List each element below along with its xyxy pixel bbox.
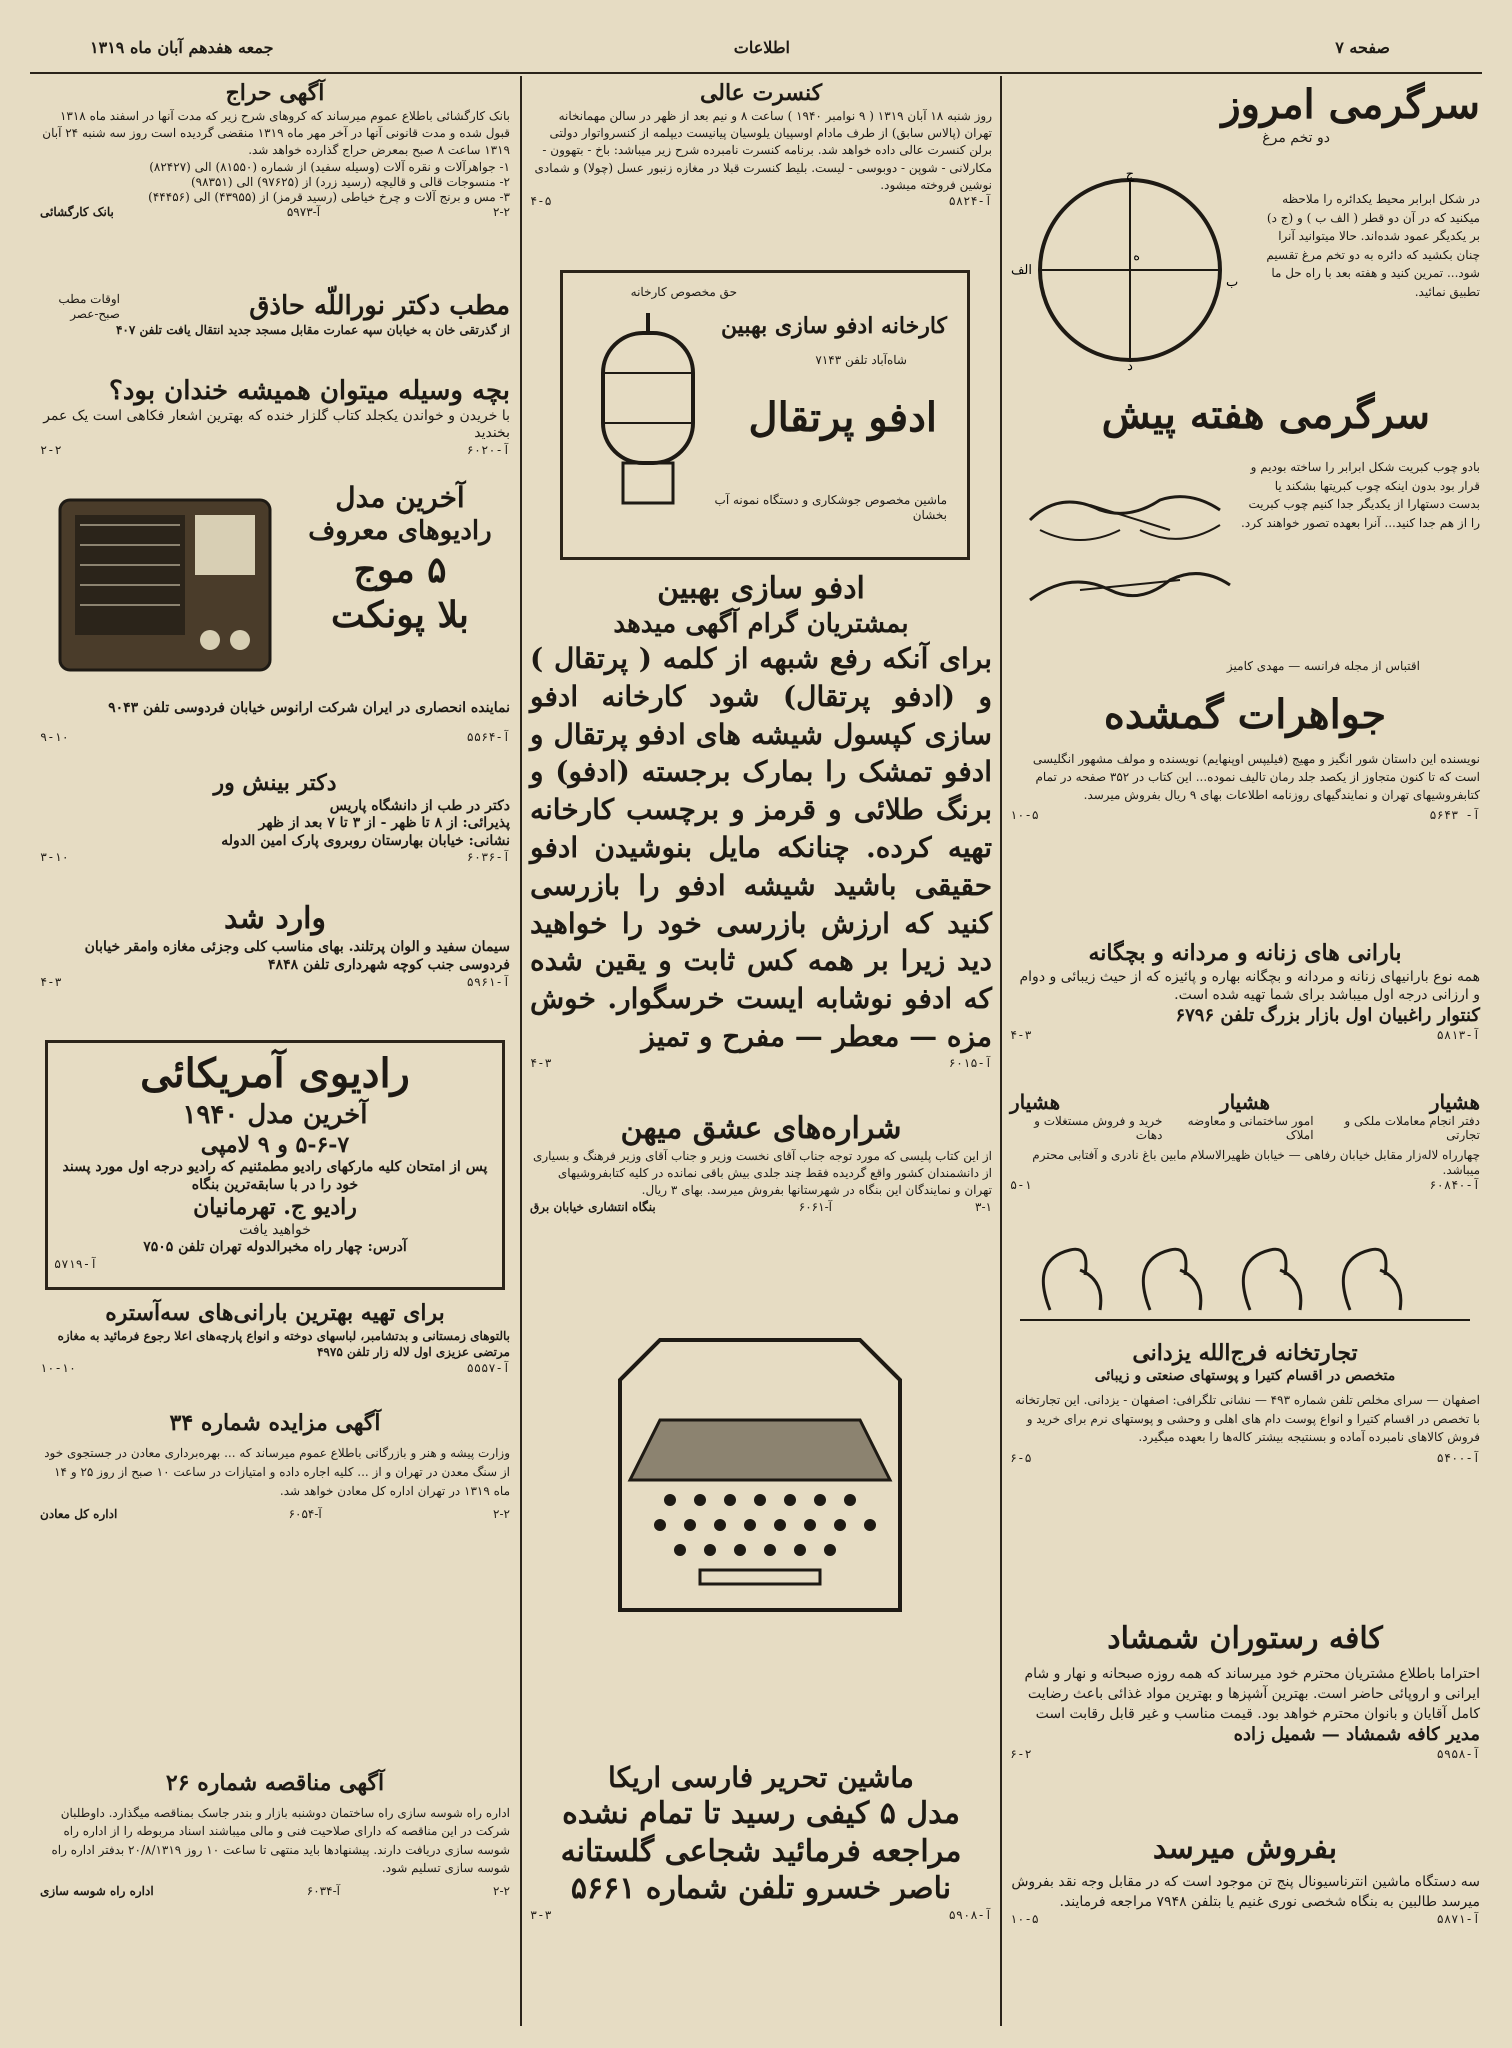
hoshyar-word-1: هشیار (1429, 1090, 1480, 1114)
concert-title: کنسرت عالی (699, 80, 823, 106)
blaupunkt-code: آ-۵۵۶۴ (466, 730, 510, 744)
hoshyar-run: ۵-۱ (1010, 1178, 1032, 1192)
blaupunkt-line-2: رادیوهای معروف (308, 516, 492, 546)
book-body: از این کتاب پلیسی که مورد توجه جناب آقای نخست وزیر و جناب آقای وزیر فرهنگ و بسیاری از دانشمندان کشور واقع گردیده فقط چند جلدی بیش باقی نمانده در کلیه کتابفروشیهای تهران و نمایندگان این بنگاه در شهرستانها بفروش میرسد. بهای ۳ ریال. (532, 1148, 992, 1198)
us-radio-dealer: رادیو ج. تهرمانیان (193, 1194, 357, 1220)
clinic-address: از گذرتقی خان به خیابان سپه عمارت مقابل مسجد جدید انتقال یافت تلفن ۴۰۷ (115, 322, 510, 337)
issue-date: جمعه هفدهم آبان ماه ۱۳۱۹ (90, 38, 274, 57)
typewriter-code: آ-۵۹۰۸ (948, 1907, 992, 1922)
hobby-last-week-title: سرگرمی هفته پیش (1101, 391, 1430, 438)
doctor-line-2: پذیرائی: از ۸ تا ظهر - از ۳ تا ۷ بعد از ظهر (258, 815, 510, 831)
cafe-signature: مدیر کافه شمشاد — شمیل زاده (1233, 1724, 1480, 1746)
raincoat2-run: ۱۰-۱۰ (40, 1361, 77, 1376)
sale-code: آ-۵۸۷۱ (1436, 1912, 1480, 1927)
raincoats-run: ۴-۳ (1010, 1027, 1032, 1042)
blaupunkt-radio-ad (40, 480, 510, 760)
mining-code: آ-۶۰۵۴ (288, 1507, 322, 1522)
arrived-code: آ-۵۹۶۱ (466, 975, 510, 990)
arrived-body: سیمان سفید و الوان پرتلند. بهای مناسب کلی وجزئی مغازه وامقر خیابان فردوسی جنب کوچه شهرداری تلفن ۴۸۴۸ (84, 938, 510, 974)
diagram-label-b: ب (1226, 275, 1239, 290)
adfu-logo-caption: ماشین مخصوص جوشکاری و دستگاه نمونه آب بخشان (714, 493, 947, 522)
hoshyar-code: آ-۶۰۸۴۰ (1429, 1178, 1480, 1192)
doctor-code: آ-۶۰۳۶ (466, 850, 510, 864)
jewels-title: جواهرات گمشده (1103, 691, 1387, 738)
trading-run: ۶-۵ (1010, 1450, 1032, 1465)
raincoats-body: همه نوع بارانیهای زنانه و مردانه و بچگانه بهاره و پائیزه که از حیث زیبائی و دوام و ارزانی درجه اول میباشد برای شما تهیه شده است. (1019, 968, 1480, 1004)
auction-item-3: ۳- مس و برنج آلات و چرخ خیاطی (رسید قرمز) از (۴۳۹۵۵) الی (۴۴۴۵۶) (148, 189, 510, 204)
adfu-brand: ادفو پرتقال (748, 394, 937, 441)
auction-title: آگهی حراج (225, 80, 325, 106)
auction-body: بانک کارگشائی باطلاع عموم میرساند که کروهای شرح زیر که مدت آنها در اسفند ماه ۱۳۱۸ قبول شده و مدت قانونی آنها در آخر مهر ماه ۱۳۱۹ منقضی گردیده است روز سه شنبه ۲۴ آبان ۱۳۱۹ ساعت ۸ صبح بمعرض حراج گذارده خواهد شد. (42, 108, 510, 158)
squirrels-illustration (1010, 1220, 1480, 1330)
auction-code: آ-۵۹۷۳ (286, 204, 321, 219)
typewriter-ad (530, 1290, 992, 2000)
trading-subtitle: متخصص در اقسام کتیرا و پوستهای صنعتی و زیبائی (1094, 1367, 1396, 1384)
raincoats-code: آ-۵۸۱۳ (1436, 1027, 1480, 1042)
us-radio-line-3: ۵-۶-۷ و ۹ لامپی (200, 1131, 350, 1158)
book-ad (530, 1110, 992, 1280)
arrived-run: ۴-۳ (40, 975, 62, 990)
concert-run: ۴-۵ (530, 194, 552, 209)
clinic-title: مطب دکتر نوراللّه حاذق (249, 291, 510, 321)
arrived-title: وارد شد (224, 901, 326, 936)
matchstick-hands-illustration (1020, 460, 1240, 640)
typewriter-line-2: مدل ۵ کیفی رسید تا تمام نشده (562, 1796, 960, 1831)
column-rule-left (520, 76, 522, 2026)
auction-item-1: ۱- جواهرآلات و نقره آلات (وسیله سفید) از شماره (۸۱۵۵۰) الی (۸۲۴۲۷) (149, 159, 510, 174)
adfu-subtitle: بمشتریان گرام آگهی میدهد (613, 608, 909, 639)
hobby-today-body: در شکل ابرابر محیط یکدائره را ملاحظه میکنید که در آن دو قطر ( الف ب ) و (ج د) بر یکدیگر عمود شده‌اند. حالا میتوانید آنرا چنان بکشید که دائره به دو تخم مرغ تقسیم شود... تمرین کنید و هفته بعد با راه حل ما تطبیق نمائید. (1266, 192, 1480, 299)
blaupunkt-agent: نماینده انحصاری در ایران شرکت ارانوس خیابان فردوسی تلفن ۹۰۴۳ (108, 700, 510, 716)
page-number: صفحه ۷ (1335, 38, 1390, 57)
hobby-today (1010, 80, 1480, 380)
column-rule-right (1000, 76, 1002, 2026)
clinic-ad (40, 290, 510, 370)
mining-auction-ad (40, 1410, 510, 1760)
clinic-hours: اوقات مطب صبح-عصر (58, 292, 120, 321)
tender-signature: اداره راه شوسه سازی (40, 1883, 154, 1898)
adfu-body: برای آنکه رفع شبهه از کلمه ( پرتقال ) و (ادفو پرتقال) شود کارخانه ادفو سازی کپسول شیشه های ادفو پرتقال و ادفو تمشک را بمارک برجسته (ادفو) و برنگ طلائی و قرمز و برچسب کارخانه تهیه کرده. چنانکه مایل بنوشیدن ادفو حقیقی باشید شیشه ادفو را بازرسی کنید که ارزش بازرسی خود را خواهید دید زیرا بر همه کس ثابت و یقین شده که ادفو نوشابه ایست خرسگوار. خوش مزه — معطر — مفرح و تمیز (530, 642, 992, 1053)
mining-run: ۲-۲ (493, 1507, 510, 1522)
tender-code: آ-۶۰۳۴ (306, 1883, 340, 1898)
sale-title: بفروش میرسد (1152, 1831, 1338, 1866)
jewels-code: آ- ۵۶۴۳ (1429, 808, 1480, 822)
auction-run: ۲-۲ (493, 204, 510, 219)
blaupunkt-line-1: آخرین مدل (335, 481, 465, 514)
stove-illustration (583, 313, 713, 513)
book-code: آ-۶۰۶۱ (798, 1199, 832, 1214)
adfu-banner: حق مخصوص کارخانه (630, 285, 737, 299)
blaupunkt-run: ۹-۱۰ (40, 730, 69, 744)
doctor-binesh-ad (40, 770, 510, 890)
typewriter-illustration (600, 1310, 920, 1640)
diagram-label-e: ه (1133, 249, 1140, 264)
hoshyar-word-2: هشیار (1219, 1090, 1271, 1114)
sale-run: ۱۰-۵ (1010, 1912, 1039, 1927)
cafe-body: احتراما باطلاع مشتریان محترم خود میرساند که همه روزه صبحانه و نهار و شام ایرانی و اروپائی حاضر است. بهترین آشپزها و بهترین مواد غذائی باعث رضایت کامل آقایان و بانوان محترم خواهد بود. قیمت مناسب و غیر قابل رقابت است (1024, 1665, 1480, 1723)
diagram-label-a: الف (1010, 263, 1032, 278)
diagram-label-d: د (1127, 359, 1133, 374)
hobby-last-week-body: بادو چوب کبریت شکل ابرابر را ساخته بودیم و قرار بود بدون اینکه چوب کبریتها بشکند یا بدست دستهارا از یکدیگر جدا کنیم چوب کبریت را از هم جدا کنید... آنرا بعهده تصور خواهند کرد. (1241, 460, 1480, 530)
tender-title: آگهی مناقصه شماره ۲۶ (165, 1770, 385, 1796)
hoshyar-caption-3: خرید و فروش مستغلات و دهات (1034, 1114, 1163, 1142)
hoshyar-body: چهارراه لاله‌زار مقابل خیابان رفاهی — خیابان ظهیرالاسلام مابین باغ نادری و آفتابی محترم میباشد. (1032, 1148, 1480, 1177)
newspaper-name: اطلاعات (733, 38, 790, 57)
tender-run: ۲-۲ (493, 1883, 510, 1898)
blaupunkt-line-4: بلا پونکت (331, 593, 469, 636)
raincoats-address: کنتوار راغبیان اول بازار بزرگ تلفن ۶۷۹۶ (1175, 1005, 1480, 1027)
raincoat2-title: برای تهیه بهترین بارانی‌های سه‌آستره (105, 1300, 445, 1326)
mining-title: آگهی مزایده شماره ۳۴ (169, 1410, 381, 1436)
typewriter-line-3: مراجعه فرمائید شجاعی گلستانه (560, 1833, 962, 1869)
radio-illustration (50, 490, 280, 680)
doctor-line-1: دکتر در طب از دانشگاه پاریس (329, 797, 510, 814)
trading-house-ad (1010, 1340, 1480, 1610)
adfu-address: شاه‌آباد تلفن ۷۱۴۳ (815, 353, 907, 367)
hobby-credit: اقتباس از مجله فرانسه — مهدی کامیز (1226, 659, 1420, 673)
hoshyar-ad (1010, 1090, 1480, 1210)
jewels-run: ۱۰-۵ (1010, 808, 1039, 822)
adfu-run: ۴-۳ (530, 1055, 552, 1070)
adfu-title: ادفو سازی بهبین (657, 571, 865, 606)
sale-body: سه دستگاه ماشین انترناسیونال پنج تن موجود است که در مقابل وجه نقد بفروش میرسد طالبین به بنگاه شخصی نوری غنیم یا بتلفن ۷۹۴۸ مراجعه فرمایند. (1011, 1873, 1480, 1910)
us-radio-body: پس از امتحان کلیه مارکهای رادیو مطمئنیم که رادیو درجه اول مورد پسند خود را در با سابقه‌ترین بنگاه (62, 1159, 488, 1193)
cafe-code: آ-۵۹۵۸ (1436, 1746, 1480, 1761)
american-radio-ad (45, 1040, 505, 1290)
us-radio-title: رادیوی آمریکائی (140, 1050, 410, 1097)
concert-code: آ-۵۸۲۴ (948, 194, 992, 209)
book-run: ۳-۱ (975, 1199, 992, 1214)
tender-body: اداره راه شوسه سازی راه ساختمان دوشنبه بازار و بندر جاسک بمناقصه میگذارد. داوطلبان شرکت در این مناقصه که دارای صلاحیت فنی و مالی میباشند اسناد مربوطه را از اداره راه شوسه سازی دریافت دارند. پیشنهادها باید منتهی تا ساعت ۱۰ روز ۲۰/۸/۱۳۱۹ بدفتر اداره راه شوسه سازی تسلیم شود. (51, 1805, 510, 1876)
typewriter-line-1: ماشین تحریر فارسی اریکا (608, 1761, 914, 1794)
header-rule (30, 72, 1482, 74)
hoshyar-caption-2: امور ساختمانی و معاوضه املاک (1187, 1114, 1314, 1142)
adfu-code: آ-۶۰۱۵ (948, 1055, 992, 1070)
cafe-run: ۶-۲ (1010, 1746, 1032, 1761)
doctor-run: ۳-۱۰ (40, 850, 69, 864)
for-sale-ad (1010, 1830, 1480, 1980)
doctor-line-3: نشانی: خیابان بهارستان روبروی پارک امین الدوله (221, 832, 510, 849)
us-radio-line-5: خواهید یافت (239, 1221, 311, 1238)
raincoat2-code: آ-۵۵۵۷ (466, 1361, 510, 1376)
doctor-title: دکتر بینش ور (213, 770, 337, 796)
book-publisher: بنگاه انتشاری خیابان برق (530, 1199, 656, 1214)
trading-code: آ-۵۴۰۰ (1436, 1450, 1480, 1465)
hoshyar-caption-1: دفتر انجام معاملات ملکی و تجارتی (1344, 1114, 1480, 1142)
mining-body: وزارت پیشه و هنر و بازرگانی باطلاع عموم میرساند که ... بهره‌برداری معادن در جستجوی خود از سنگ معدن در تهران و از ... کلیه اجاره داده و امتیازات در ساعت ۱۰ صبح از روز ۲۵ و ۱۴ ماه ۱۳۱۹ در تهران اداره کل معادن خواهد شد. (44, 1445, 510, 1498)
auction-signature: بانک کارگشائی (40, 204, 114, 219)
us-radio-address: آدرس: چهار راه مخبرالدوله تهران تلفن ۷۵۰۵ (143, 1239, 407, 1255)
concert-ad (530, 80, 992, 250)
adfu-announcement (530, 570, 992, 1100)
book-title: شراره‌های عشق میهن (620, 1111, 902, 1146)
trading-body: اصفهان — سرای مخلص تلفن شماره ۴۹۳ — نشانی تلگرافی: اصفهان - یزدانی. این تجارتخانه با تخصص در اقسام کتیرا و انواع پوست دام های اهلی و وحشی و پوستهای نرم برای خرید و فروش کالاهای نامبرده آماده و بسنتیجه بیشتر کاله‌ها را بعهده میگیرد. (1015, 1393, 1480, 1445)
trading-title: تجارتخانه فرج‌الله یزدانی (1132, 1340, 1358, 1366)
cafe-shamshad-ad (1010, 1620, 1480, 1820)
concert-body: روز شنبه ۱۸ آبان ۱۳۱۹ ( ۹ نوامبر ۱۹۴۰ ) ساعت ۸ و نیم بعد از ظهر در سالن مهمانخانه تهران (پالاس سابق) از طرف مادام اوسپیان یلوسیان پیانیست دیپلمه از کنسرواتوار دولتی برلن کنسرت عالی داده خواهد شد. برنامه کنسرت نامبرده شرح زیر میباشد: باخ - بتهوون - مکارلانی - شوپن - دوبوسی - لیست. بلیط کنسرت قبلا در مغازه زنبور عسل (چولا) و شمادی نوشین فروخته میشود. (534, 108, 992, 193)
circle-diagram (1010, 167, 1239, 374)
jewels-ad (1010, 690, 1480, 930)
cement-arrived-ad (40, 900, 510, 1025)
road-tender-ad (40, 1770, 510, 2020)
hobby-today-title: سرگرمی امروز (1221, 81, 1480, 128)
laugh-book-ad (40, 375, 510, 470)
page-header (90, 30, 1390, 70)
raincoat2-body: بالتوهای زمستانی و بدتشامبر، لباسهای دوخته و انواع پارچه‌های اعلا رجوع فرمائید به مغازه مرتضی عزیزی اول لاله زار تلفن ۴۹۷۵ (57, 1328, 510, 1360)
hobby-today-subtitle: دو تخم مرغ (1262, 130, 1330, 146)
jewels-body: نویسنده این داستان شور انگیز و مهیج (فیلیپس اوپنهایم) نویسنده و مولف مشهور انگلیسی است که تا کنون متجاوز از یکصد جلد رمان تالیف نموده... این کتاب در ۳۵۲ صفحه در تمام کتابفروشیهای تهران و نمایندگیهای روزنامه اطلاعات بهای ۹ ریال بفروش میرسد. (1032, 752, 1480, 802)
blaupunkt-line-3: ۵ موج (353, 548, 447, 591)
diagram-label-j: ج (1125, 167, 1135, 182)
auction-ad (40, 80, 510, 280)
raincoats-ad (1010, 940, 1480, 1080)
mining-signature: اداره کل معادن (40, 1507, 118, 1522)
typewriter-run: ۳-۳ (530, 1907, 552, 1922)
raincoats-title: بارانی های زنانه و مردانه و بچگانه (1088, 940, 1402, 966)
us-radio-line-2: آخرین مدل ۱۹۴۰ (182, 1100, 368, 1130)
adfu-logo-ad (560, 270, 970, 560)
hobby-last-week (1010, 390, 1480, 680)
laugh-code: آ-۶۰۲۰ (466, 442, 510, 457)
adfu-factory-name: کارخانه ادفو سازی بهبین (720, 313, 947, 339)
laugh-title: بچه وسیله میتوان همیشه خندان بود؟ (109, 376, 510, 406)
laugh-run: ۲-۲ (40, 442, 62, 457)
us-radio-code: آ-۵۷۱۹ (54, 1256, 98, 1271)
cafe-title: کافه رستوران شمشاد (1107, 1621, 1383, 1656)
raincoat-aziz-ad (40, 1300, 510, 1400)
hoshyar-word-3: هشیار (1010, 1090, 1061, 1114)
auction-item-2: ۲- منسوجات قالی و قالیچه (رسید زرد) از (۹۷۶۲۵) الی (۹۸۳۵۱) (190, 174, 510, 189)
laugh-body: با خریدن و خواندن یکجلد کتاب گلزار خنده که بهترین اشعار فکاهی است یک عمر بخندید (43, 407, 510, 441)
typewriter-line-4: ناصر خسرو تلفن شماره ۵۶۶۱ (570, 1871, 952, 1906)
